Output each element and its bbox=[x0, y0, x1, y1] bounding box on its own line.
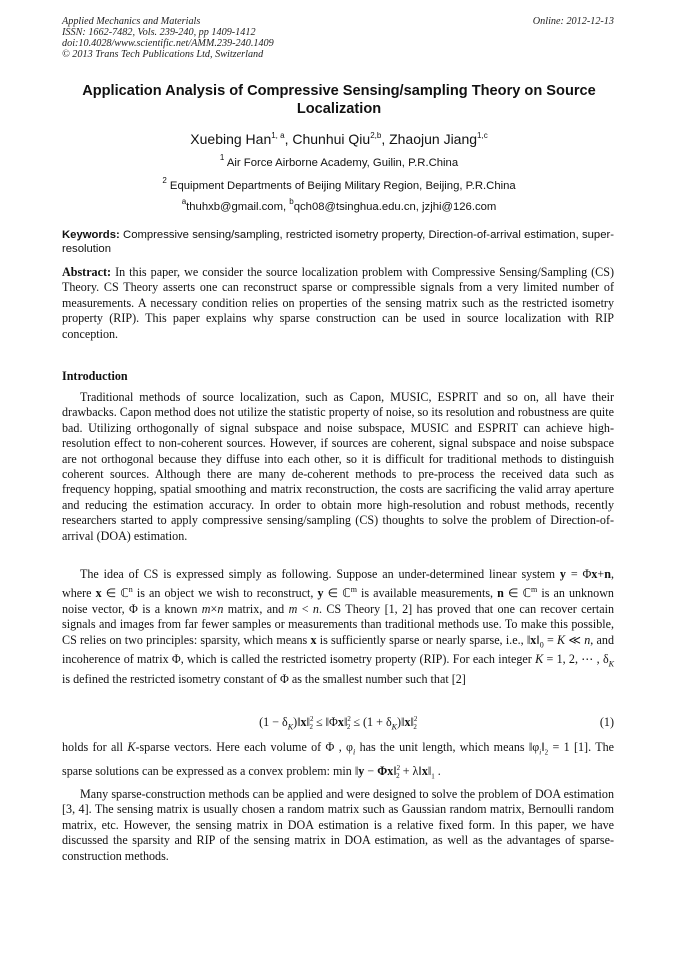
text-run: matrix, and bbox=[227, 601, 285, 616]
equation-1 bbox=[62, 715, 614, 731]
affiliation-sup: 1 bbox=[219, 153, 225, 162]
author-list: Xuebing Han$^{1, a}$, Chunhui Qiu$^{2,b}$, Zhaojun Jiang$^{1,c}$ bbox=[190, 131, 488, 147]
paper-title: Application Analysis of Compressive Sensing/sampling Theory on Source Localization bbox=[82, 83, 596, 117]
email-link[interactable]: qch08@tsinghua.edu.cn bbox=[293, 201, 416, 213]
text-run: , and incoherence of matrix bbox=[62, 632, 614, 667]
email-link[interactable]: thuhxb@gmail.com bbox=[186, 201, 284, 213]
affiliation-1 bbox=[0, 153, 678, 170]
keywords bbox=[62, 228, 614, 256]
paragraph-2: The idea of CS is expressed simply as following. Suppose an under-determined linear system y = Φx+n, where x ∈ ℂ$^n$ is an object we wish to reconstruct, y ∈ ℂ$^m$ is available measurements, n ∈ ℂ$^m$ is an unknown noise vector, Φ is a known m×n matrix, and m < n. CS Theory [1, 2] has proved that one can recover certain signals and images from far fewer samples or measurements than traditional methods use. To make this possible, CS relies on two principles: sparsity, which means x is sufficiently sparse or nearly sparse, i.e., $‖x‖_0 = K$ ≪ n, and incoherence of matrix Φ, which is called the restricted isometry property (RIP). For each integer K = 1, 2, ⋯ , $\delta_K$ is defined the restricted isometry constant of Φ as the smallest number such that [2] bbox=[62, 567, 615, 687]
keywords-text: Compressive sensing/sampling, restricted isometry property, Direction-of-arrival estimation, super-resolution bbox=[62, 229, 614, 255]
affiliation-2 bbox=[0, 176, 678, 193]
equation-number: (1) bbox=[599, 715, 614, 729]
math-inline: n bbox=[604, 567, 611, 581]
math-inline: n bbox=[497, 586, 504, 601]
text-run: holds for all bbox=[62, 740, 124, 754]
text-run: , where bbox=[62, 567, 614, 601]
text-run: The idea of CS is expressed simply as following. Suppose an under-determined linear system bbox=[80, 567, 556, 581]
text-run: , which is called the restricted isometry property (RIP). For each integer bbox=[180, 652, 532, 667]
email-link[interactable]: jzjhi@126.com bbox=[422, 201, 497, 213]
text-run: [1]. The sparse solutions can be expressed as a convex problem: bbox=[62, 740, 614, 778]
paragraph-1: Traditional methods of source localization, such as Capon, MUSIC, ESPRIT and so on, all have their drawbacks. Capon method does not utilize the statistic property of noise, so its resolution and robustness are quite bad. Utilizing orthogonally of signal subspace and noise subspace, MUSIC and ESPRIT can achieve high-resolution effect to non-coherent sources. However, if sources are coherent, signal subspace and noise subspace are not orthogonal because they diffuse into each other, so it is difficult for traditional methods to distinguish coherent sources. Although there are many de-coherent methods to pre-process the received data such as frequency hopping, spatial smoothing and matrix reconstruction, the costs are sacrificing the valid array aperture and reducing the estimation accuracy. In order to obtain more high-resolution and robust methods, recently researchers started to apply compressive sensing/sampling (CS) thoughts to solve the problem of Direction-of-arrival (DOA) estimation. bbox=[62, 390, 614, 543]
abstract-text: In this paper, we consider the source localization problem with Compressive Sensing/Sampling (CS) Theory. CS Theory asserts one can reconstruct sparse or compressible signals from a very limited number of measurements. A necessary condition relies on properties of the sensing matrix such as the restricted isometry property (RIP). This paper explains why sparse construction can be used in source localization with RIP conception. bbox=[62, 265, 614, 341]
journal-name: Applied Mechanics and Materials bbox=[62, 16, 201, 27]
equation-body: $(1 - \delta_K)‖x‖^2_2$ ≤ ‖Φx‖$^2_2$ ≤ $(1 + \delta_K)‖x‖^2_2$ bbox=[259, 715, 418, 732]
text-run: as the smallest number such that [2] bbox=[291, 672, 466, 687]
journal-header bbox=[62, 16, 502, 60]
math-inline: x bbox=[310, 632, 317, 647]
text-run: is available measurements, bbox=[361, 586, 494, 601]
math-inline: y bbox=[559, 567, 566, 581]
affiliation-text: Air Force Airborne Academy, Guilin, P.R.China bbox=[226, 157, 459, 169]
text-run: -sparse vectors. Here each volume of bbox=[135, 740, 322, 754]
keywords-label: Keywords: bbox=[62, 229, 120, 241]
email-sup: b bbox=[289, 197, 294, 206]
abstract bbox=[62, 265, 614, 342]
text-run: is an unknown noise vector, bbox=[62, 586, 614, 616]
math-inline: x bbox=[591, 567, 598, 581]
math-inline: x bbox=[95, 586, 102, 601]
affiliation-sup: 2 bbox=[162, 176, 167, 185]
text-run: is sufficiently sparse or nearly sparse, i.e., bbox=[319, 632, 524, 647]
math-inline: m bbox=[201, 601, 211, 616]
paragraph-3: Many sparse-construction methods can be applied and were designed to solve the problem of DOA estimation [3, 4]. The sensing matrix is usually chosen a random matrix such as Gaussian random matrix, Bernoulli random matrix, etc. However, the sensing matrix in DOA estimation is a relative fixed form. In this paper, we have discussed the sparsity and RIP of the sensing matrix in DOA estimation, as well as the advantages of sparse-construction methods. bbox=[62, 787, 614, 863]
email-sup: a bbox=[181, 197, 187, 206]
affiliation-text: Equipment Departments of Beijing Military Region, Beijing, P.R.China bbox=[169, 180, 516, 192]
author-name: Chunhui Qiu bbox=[292, 131, 371, 147]
author-sup: 1, a bbox=[271, 131, 285, 140]
text-run: has the unit length, which means bbox=[359, 740, 525, 754]
math-inline: K bbox=[535, 652, 544, 667]
math-inline: y bbox=[317, 586, 324, 601]
text-run: . CS Theory [1, 2] has proved that one can recover certain signals and images from far fewer samples or measurements than traditional methods use. To make this possible, CS relies on two principles: sparsity, which means bbox=[62, 601, 615, 647]
author-name: Xuebing Han bbox=[190, 131, 272, 147]
journal-doi: doi:10.4028/www.scientific.net/AMM.239-240.1409 bbox=[62, 38, 274, 49]
text-run: is an object we wish to reconstruct, bbox=[136, 586, 314, 601]
section-title: Introduction bbox=[62, 369, 128, 383]
email-line: $^a$thuhxb@gmail.com, $^b$qch08@tsinghua.edu.cn, jzjhi@126.com bbox=[181, 197, 497, 213]
text-run: is a known bbox=[142, 601, 198, 616]
author-sup: 1,c bbox=[477, 131, 488, 140]
abstract-label: Abstract: bbox=[62, 265, 112, 279]
author-sup: 2,b bbox=[370, 131, 382, 140]
online-date: Online: 2012-12-13 bbox=[532, 16, 614, 27]
text-run: is defined the restricted isometry constant of bbox=[62, 672, 277, 687]
journal-copyright: © 2013 Trans Tech Publications Ltd, Switzerland bbox=[62, 49, 264, 60]
author-name: Zhaojun Jiang bbox=[389, 131, 478, 147]
paragraph-2b: holds for all K-sparse vectors. Here each volume of Φ , $\varphi_i$ has the unit length, which means $‖\varphi_i‖_2 = 1$ [1]. The sparse solutions can be expressed as a convex problem: min ‖y − Φx‖$^2_2$ + $\lambda‖x‖_1$ . bbox=[62, 740, 614, 781]
math-inline: m bbox=[288, 601, 298, 616]
journal-issn: ISSN: 1662-7482, Vols. 239-240, pp 1409-1412 bbox=[62, 27, 256, 38]
